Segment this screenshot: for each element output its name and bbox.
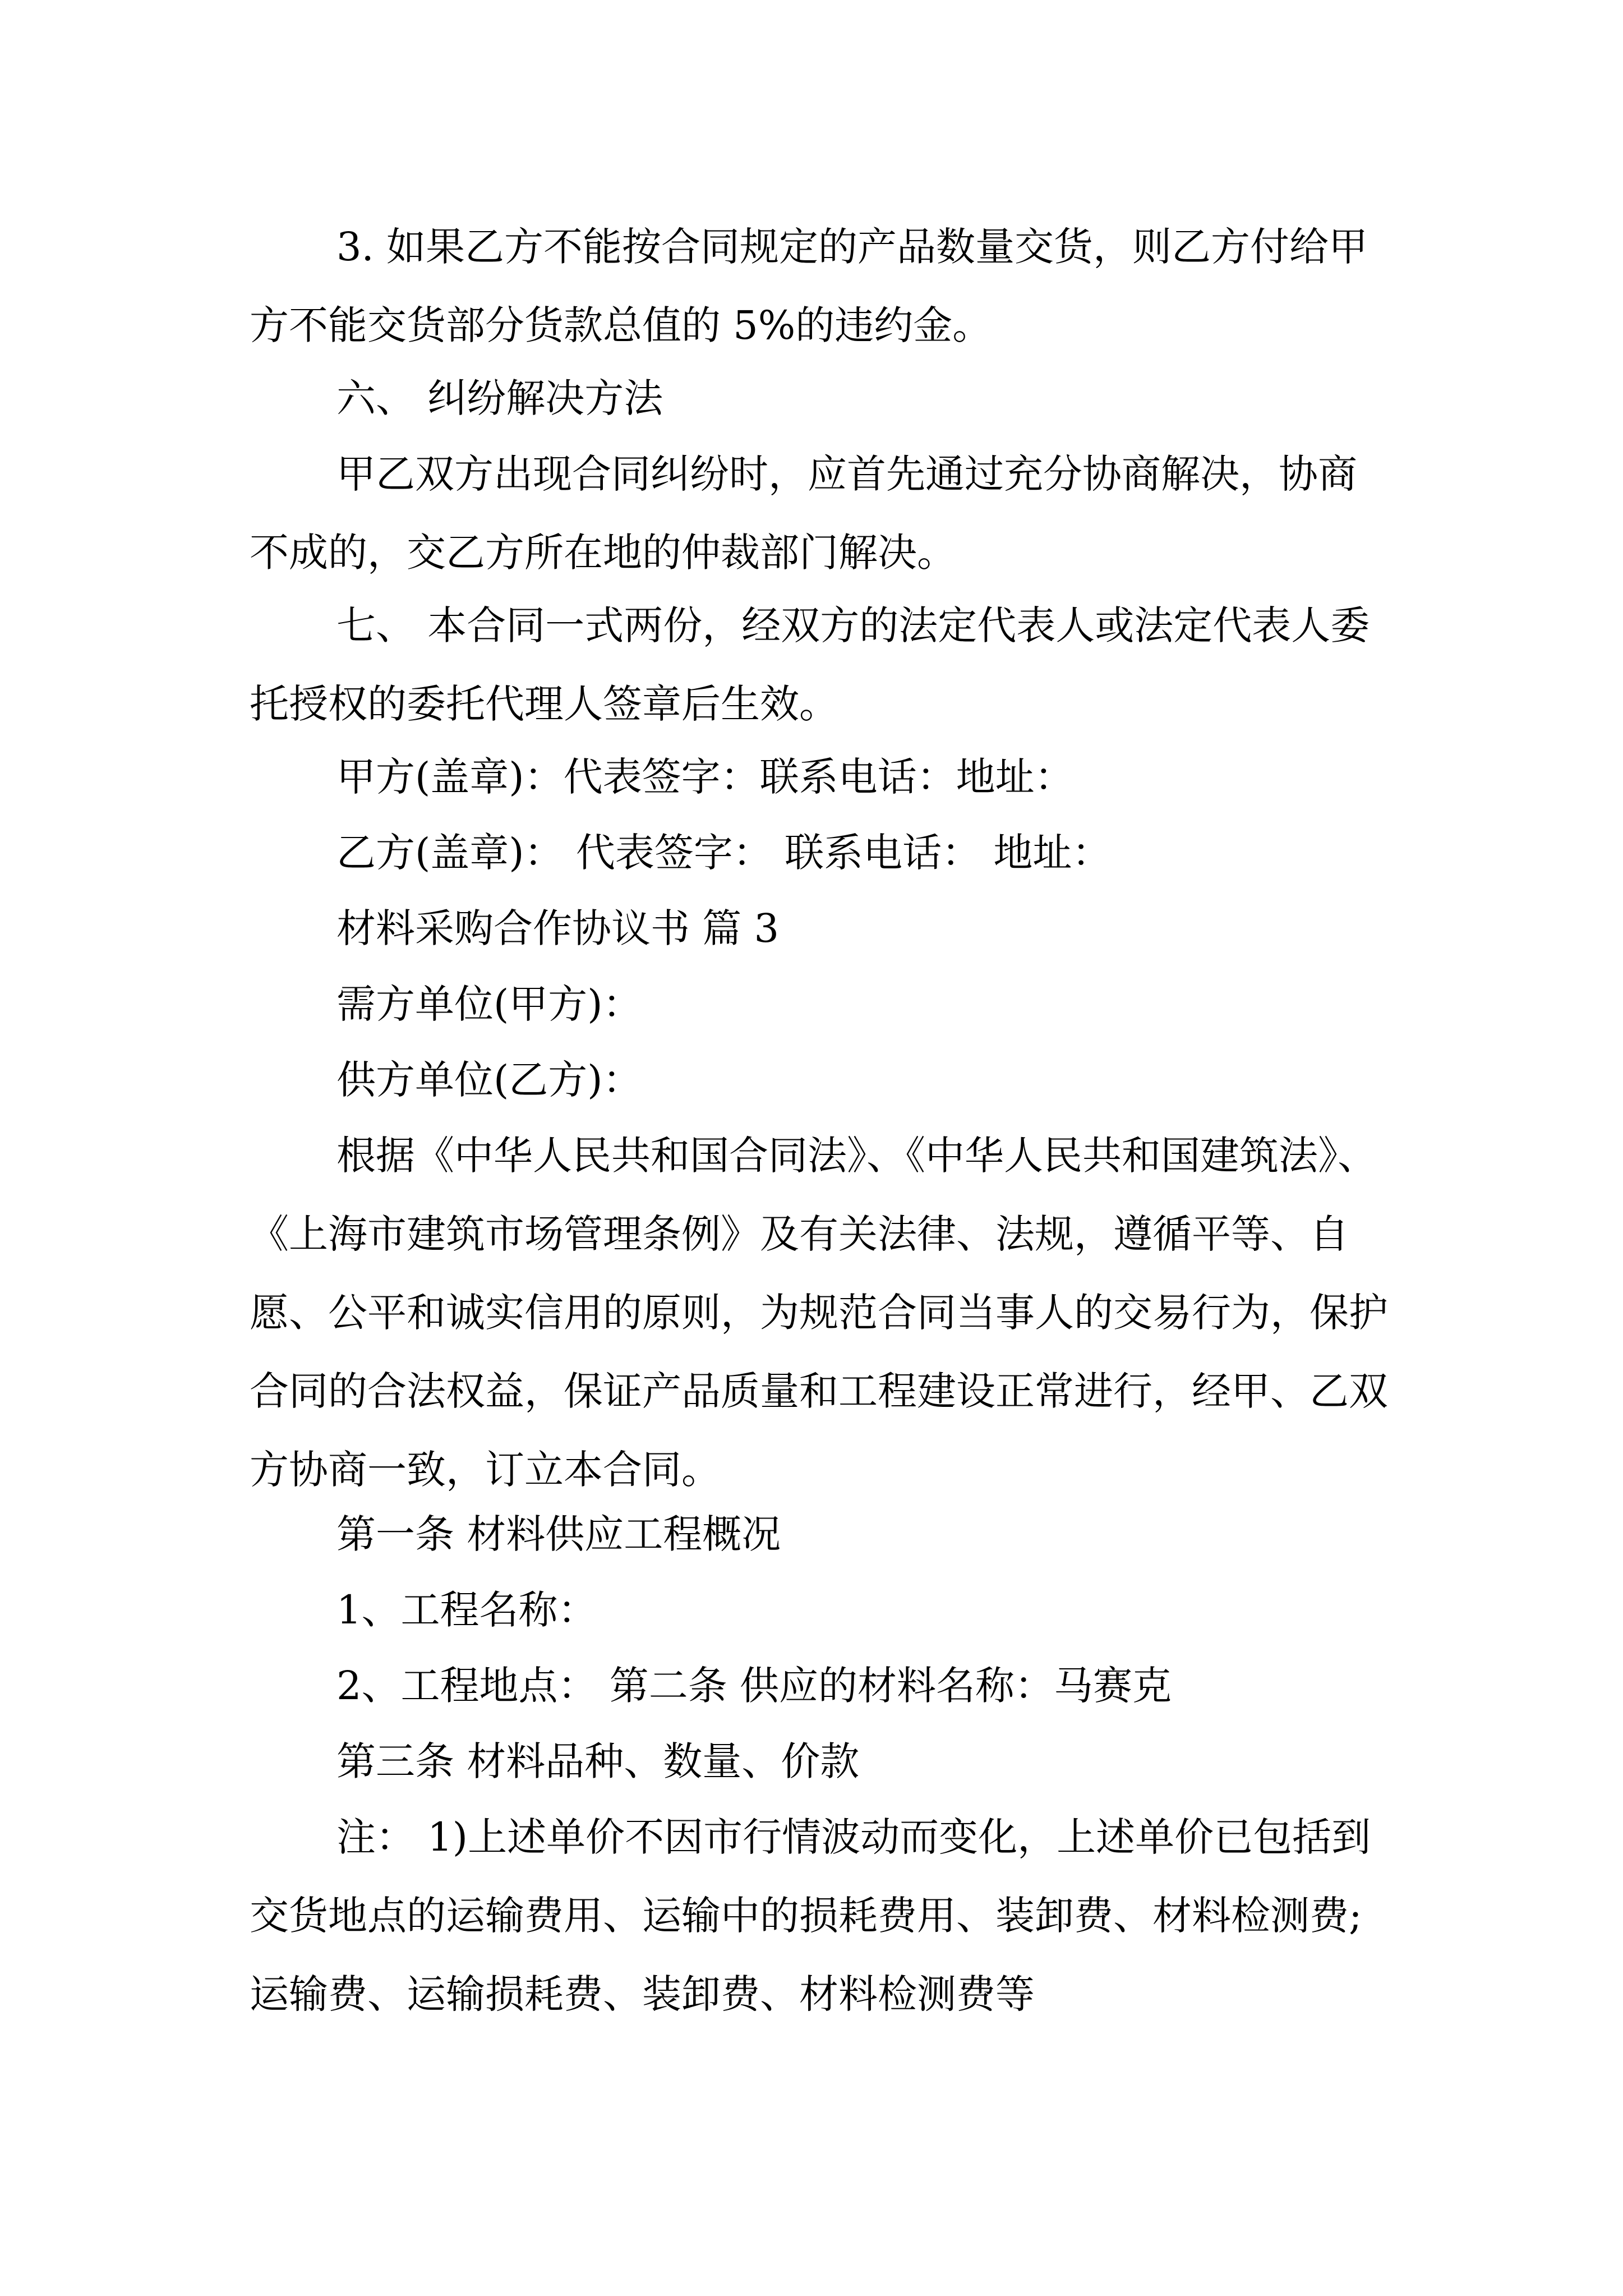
article-1-title: 第一条 材料供应工程概况	[336, 1511, 781, 1557]
heading-dispute-resolution: 六、 纠纷解决方法	[336, 375, 663, 421]
article-3-title: 第三条 材料品种、数量、价款	[336, 1738, 860, 1784]
field-project-name: 1、工程名称：	[336, 1587, 597, 1633]
paragraph-legal-basis: 根据《中华人民共和国合同法》、《中华人民共和国建筑法》、《上海市建筑市场管理条例》及有关法律、法规，遵循平等、自愿、公平和诚实信用的原则，为规范合同当事人的交易行为，保护合同的合法权益，保证产品质量和工程建设正常进行，经甲、乙双方协商一致，订立本合同。	[250, 1133, 1388, 1493]
field-buyer-unit: 需方单位(甲方)：	[336, 981, 642, 1027]
paragraph-delivery-penalty: 3. 如果乙方不能按合同规定的产品数量交货，则乙方付给甲方不能交货部分货款总值的 5%的违约金。	[250, 224, 1368, 348]
field-project-location: 2、工程地点： 第二条 供应的材料名称：马赛克	[336, 1663, 1172, 1709]
signature-line-party-b: 乙方(盖章)： 代表签字： 联系电话： 地址：	[336, 830, 1112, 876]
paragraph-dispute-resolution: 甲乙双方出现合同纠纷时，应首先通过充分协商解决，协商不成的，交乙方所在地的仲裁部门解决。	[250, 451, 1357, 576]
paragraph-price-note: 注： 1)上述单价不因市行情波动而变化，上述单价已包括到交货地点的运输费用、运输中的损耗费用、装卸费、材料检测费;运输费、运输损耗费、装卸费、材料检测费等	[250, 1814, 1371, 2017]
signature-line-party-a: 甲方(盖章)：代表签字：联系电话：地址：	[336, 754, 1074, 800]
section-title-part-3: 材料采购合作协议书 篇 3	[336, 905, 780, 951]
field-supplier-unit: 供方单位(乙方)：	[336, 1057, 642, 1103]
paragraph-contract-copies: 七、 本合同一式两份，经双方的法定代表人或法定代表人委托授权的委托代理人签章后生效。	[250, 602, 1370, 727]
